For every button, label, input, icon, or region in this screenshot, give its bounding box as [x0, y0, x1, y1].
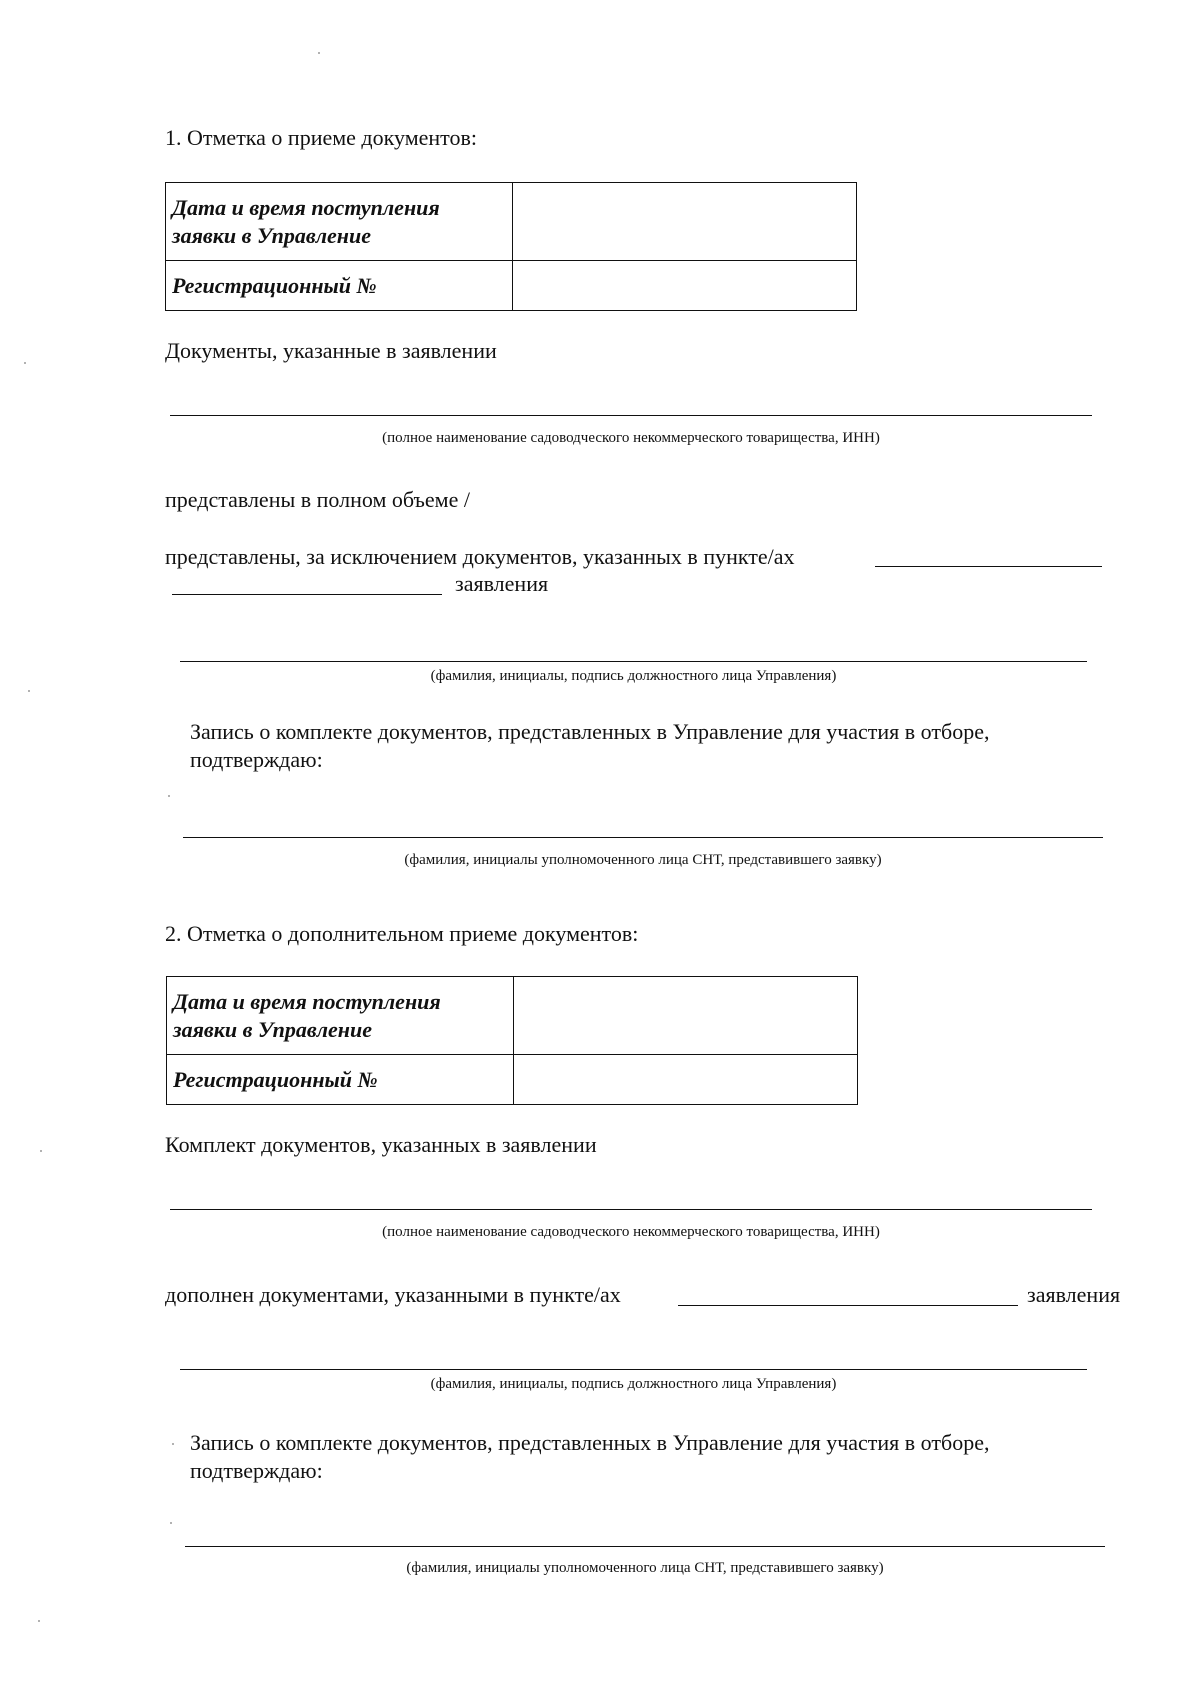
section1-statement-word: заявления [455, 571, 549, 596]
section2-documents-text: Комплект документов, указанных в заявлении [165, 1132, 597, 1157]
section1-heading: 1. Отметка о приеме документов: [165, 125, 477, 150]
scan-speck [168, 795, 170, 797]
section1-snt-name-line[interactable] [170, 415, 1092, 416]
section2-points-line[interactable] [678, 1305, 1018, 1306]
section1-representative-line[interactable] [183, 837, 1103, 838]
section2-representative-line[interactable] [185, 1546, 1105, 1547]
section1-points-line-2[interactable] [172, 594, 442, 595]
section2-official-caption: (фамилия, инициалы, подпись должностного лица Управления) [430, 1376, 837, 1392]
section1-points-line-1[interactable] [875, 566, 1102, 567]
scan-speck [38, 1620, 40, 1622]
scan-speck [24, 362, 26, 364]
section2-reception-table [166, 976, 858, 1105]
section1-rep-caption: (фамилия, инициалы уполномоченного лица СНТ, представившего заявку) [404, 852, 882, 868]
section1-snt-caption: (полное наименование садоводческого некоммерческого товарищества, ИНН) [382, 430, 880, 446]
scan-speck [172, 1443, 174, 1445]
section1-official-caption: (фамилия, инициалы, подпись должностного лица Управления) [430, 668, 837, 684]
date-time-label: Дата и время поступления заявки в Управление [166, 183, 513, 261]
section2-heading: 2. Отметка о дополнительном приеме документов: [165, 921, 639, 946]
section1-official-signature-line[interactable] [180, 661, 1087, 662]
section1-confirm-line2: подтверждаю: [190, 747, 323, 772]
section2-confirm-line1: Запись о комплекте документов, представленных в Управление для участия в отборе, [190, 1430, 990, 1455]
scan-speck [318, 52, 320, 54]
registration-number-field[interactable] [514, 1055, 858, 1105]
date-time-field[interactable] [513, 183, 857, 261]
section1-confirm-line1: Запись о комплекте документов, представленных в Управление для участия в отборе, [190, 719, 990, 744]
date-time-label: Дата и время поступления заявки в Управление [167, 977, 514, 1055]
scan-speck [170, 1522, 172, 1524]
section1-except-text: представлены, за исключением документов, указанных в пункте/ах [165, 544, 795, 569]
section1-reception-table [165, 182, 857, 311]
section2-rep-caption: (фамилия, инициалы уполномоченного лица СНТ, представившего заявку) [406, 1560, 884, 1576]
section2-official-signature-line[interactable] [180, 1369, 1087, 1370]
section2-statement-word: заявления [1027, 1282, 1121, 1307]
section1-documents-text: Документы, указанные в заявлении [165, 338, 497, 363]
scan-speck [28, 690, 30, 692]
section2-snt-name-line[interactable] [170, 1209, 1092, 1210]
registration-number-field[interactable] [513, 261, 857, 311]
section2-supplemented-text: дополнен документами, указанными в пункте/ах [165, 1282, 621, 1307]
section2-confirm-line2: подтверждаю: [190, 1458, 323, 1483]
registration-number-label: Регистрационный № [166, 261, 513, 311]
scan-speck [40, 1150, 42, 1152]
section1-full-text: представлены в полном объеме / [165, 487, 470, 512]
section2-snt-caption: (полное наименование садоводческого некоммерческого товарищества, ИНН) [382, 1224, 880, 1240]
date-time-field[interactable] [514, 977, 858, 1055]
registration-number-label: Регистрационный № [167, 1055, 514, 1105]
